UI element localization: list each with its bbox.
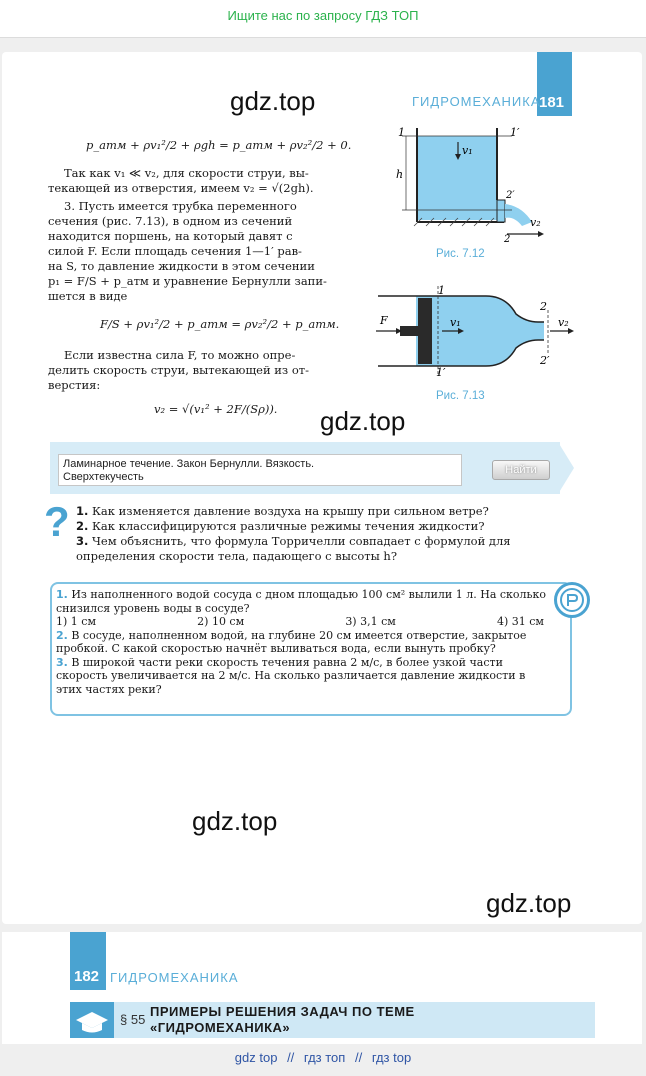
keyword-search-input[interactable] [58, 454, 462, 486]
search-promo-link[interactable]: Ищите нас по запросу ГДЗ ТОП [227, 8, 419, 23]
search-text-line: Ламинарное течение. Закон Бернулли. Вязкость. [63, 458, 315, 470]
fig-label: 2′ [506, 190, 515, 201]
task-text: В широкой части реки скорость течения равна 2 м/с, в более узкой части скорость увеличивается на 2 м/с. На сколько различается давление жидкости в этих частях реки? [56, 655, 526, 696]
paragraph-line: Если известна сила F, то можно опре- [64, 348, 296, 362]
answer-option: 4) 31 см [496, 615, 544, 628]
page-181 [2, 52, 642, 924]
fig-label: v₂ [530, 216, 541, 229]
fig-label: 2 [540, 300, 547, 313]
figure-7-13 [376, 284, 576, 378]
paragraph-line: сечения (рис. 7.13), в одном из сечений [48, 214, 293, 228]
watermark: gdz.top [320, 406, 406, 436]
fig-label: h [396, 168, 404, 181]
paragraph-line: находится поршень, на который давят с [48, 229, 293, 243]
task-item [56, 629, 546, 656]
paragraph-line: делить скорость струи, вытекающей из от- [48, 363, 310, 377]
fig-label: 1 [398, 126, 405, 139]
task-number: 2. [56, 628, 68, 642]
watermark: gdz.top [486, 888, 572, 918]
figure-caption: Рис. 7.12 [436, 248, 485, 260]
question-number: 1. [76, 504, 89, 518]
task-text: В сосуде, наполненном водой, на глубине 20 см имеется отверстие, закрытое пробкой. С какой скоростью начнёт выливаться вода, если вынуть пробку? [56, 628, 527, 655]
question-text: Чем объяснить, что формула Торричелли совпадает с формулой для определения скорости тела, падающего с высоты h? [76, 534, 511, 563]
tasks-content [56, 588, 546, 696]
questions-list [76, 504, 576, 564]
chapter-header: ГИДРОМЕХАНИКА [110, 970, 239, 985]
fig-label: 2′ [540, 354, 550, 367]
task-item [56, 588, 546, 615]
question-mark-icon: ? [44, 498, 70, 545]
answer-option: 1) 1 см [56, 615, 96, 628]
answer-options [56, 615, 544, 629]
task-number: 1. [56, 588, 68, 601]
footer-separator: // [354, 1050, 363, 1065]
question-item [76, 504, 576, 519]
task-text: Из наполненного водой сосуда с дном площадью 100 см² вылили 1 л. На сколько снизился уровень воды в сосуде? [56, 588, 547, 615]
paragraph-line: Так как v₁ ≪ v₂, для скорости струи, вы- [64, 166, 309, 180]
fig-label: v₁ [450, 316, 461, 329]
search-strip-arrow [558, 442, 574, 494]
footer-link[interactable]: гдз top [371, 1050, 412, 1065]
paragraph-line: на S, то давление жидкости в этом сечении [48, 259, 315, 273]
fig-label: 1 [438, 284, 445, 297]
task-number: 3. [56, 655, 68, 669]
fig-label: v₁ [462, 144, 473, 157]
fig-label: 1′ [436, 366, 446, 378]
paragraph-line: шется в виде [48, 289, 128, 303]
watermark: gdz.top [192, 806, 278, 836]
page-182 [2, 932, 642, 1044]
piston-rod [400, 326, 418, 336]
arrow-v2-head [568, 328, 574, 334]
question-text: Как изменяется давление воздуха на крышу при сильном ветре? [92, 504, 489, 518]
section-title-line: ПРИМЕРЫ РЕШЕНИЯ ЗАДАЧ ПО ТЕМЕ [150, 1004, 415, 1019]
fig-label: 1′ [510, 126, 520, 139]
fig-label: 2 [504, 234, 511, 242]
graduation-cap-icon [70, 1002, 114, 1038]
answer-option: 3) 3,1 см [345, 615, 396, 628]
watermark: gdz.top [230, 86, 316, 116]
task-item [56, 656, 546, 697]
equation-jet-velocity: v₂ = √(v₁² + 2F/(Sρ)). [154, 402, 278, 416]
tube-water [416, 296, 544, 366]
search-text-line: Сверхтекучесть [63, 471, 144, 483]
water-jet [505, 204, 532, 226]
question-text: Как классифицируются различные режимы течения жидкости? [92, 519, 485, 533]
section-title [150, 1004, 415, 1036]
figure-caption: Рис. 7.13 [436, 390, 485, 402]
section-number: § 55 [120, 1012, 146, 1027]
answer-option: 2) 10 см [197, 615, 245, 628]
water-column [417, 136, 497, 220]
footer-links [0, 1050, 646, 1065]
question-number: 3. [76, 534, 89, 548]
tasks-icon [554, 582, 590, 618]
footer-link[interactable]: гдз топ [303, 1050, 346, 1065]
fig-label: v₂ [558, 316, 569, 329]
paragraph-line: силой F. Если площадь сечения 1—1′ рав- [48, 244, 302, 258]
search-button[interactable]: Найти [492, 460, 550, 480]
top-banner [0, 0, 646, 38]
equation-bernoulli-piston: F/S + ρv₁²/2 + p_атм = ρv₂²/2 + p_атм. [100, 317, 340, 331]
page-number: 182 [74, 968, 100, 985]
question-number: 2. [76, 519, 89, 533]
section-icon-box [70, 1002, 114, 1038]
paragraph-line: 3. Пусть имеется трубка переменного [64, 199, 297, 213]
page-number: 181 [539, 94, 565, 111]
pencil-icon [557, 585, 587, 615]
equation-bernoulli-vessel: p_атм + ρv₁²/2 + ρgh = p_атм + ρv₂²/2 + 0. [86, 138, 352, 152]
paragraph-line: p₁ = F/S + p_атм и уравнение Бернулли запи- [48, 274, 327, 288]
fig-label: F [380, 314, 388, 327]
piston [418, 298, 432, 364]
section-title-line: «ГИДРОМЕХАНИКА» [150, 1020, 291, 1035]
outlet-pipe [497, 200, 505, 222]
figure-7-12 [392, 122, 552, 242]
arrow-v2-head [538, 231, 544, 237]
question-item [76, 534, 576, 564]
paragraph-line: текающей из отверстия, имеем v₂ = √(2gh). [48, 181, 314, 195]
footer-link[interactable]: gdz top [234, 1050, 278, 1065]
chapter-header: ГИДРОМЕХАНИКА [412, 94, 541, 109]
paragraph-line: верстия: [48, 378, 101, 392]
footer-separator: // [287, 1050, 295, 1065]
question-item [76, 519, 576, 534]
